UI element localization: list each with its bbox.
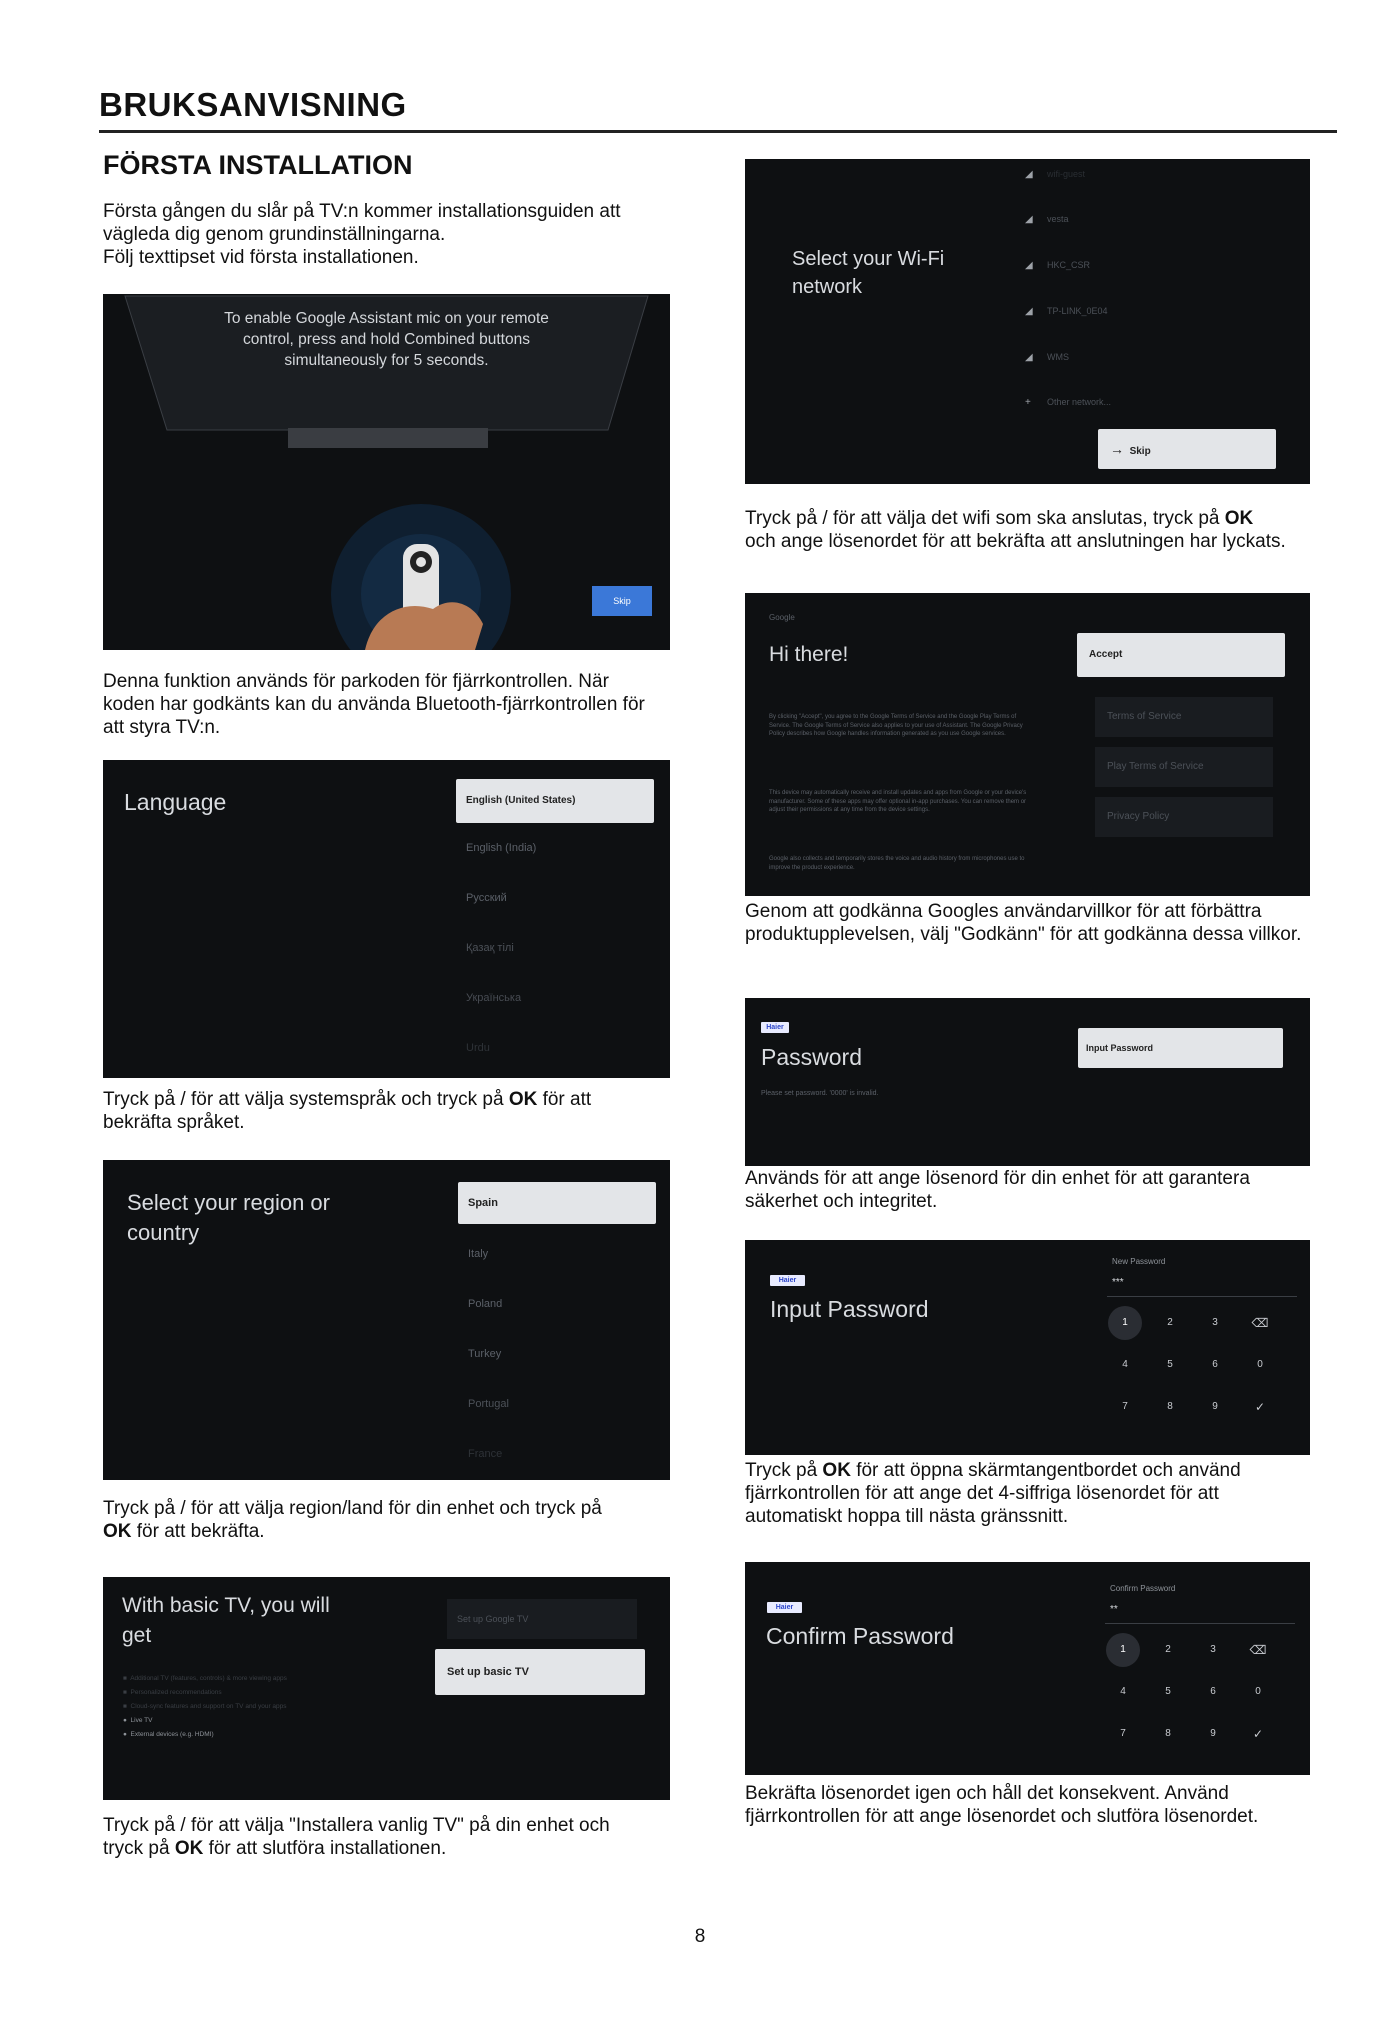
confirm-password-title: Confirm Password <box>766 1623 954 1649</box>
keypad-key[interactable]: 0 <box>1257 1359 1263 1370</box>
language-option[interactable]: Қазақ тілі <box>466 942 514 954</box>
keypad-key[interactable]: 2 <box>1165 1644 1171 1655</box>
region-title: Select your region or country <box>127 1190 330 1245</box>
confirm-password-caption: Bekräfta lösenordet igen och håll det konsekvent. Använd fjärrkontrollen för att ange lösenordet och slutföra lösenordet. <box>745 1783 1259 1827</box>
language-title: Language <box>124 789 227 815</box>
region-screen <box>103 1160 670 1480</box>
new-password-label: New Password <box>1112 1257 1166 1266</box>
region-option[interactable]: Italy <box>468 1248 489 1260</box>
language-option[interactable]: Русский <box>466 892 507 904</box>
region-option[interactable]: Poland <box>468 1298 503 1310</box>
terms-screen <box>745 593 1310 896</box>
confirm-password-screen <box>745 1562 1310 1775</box>
confirm-password-label: Confirm Password <box>1110 1584 1176 1593</box>
privacy-policy-link[interactable]: Privacy Policy <box>1095 797 1273 837</box>
new-password-value[interactable]: *** <box>1112 1277 1124 1288</box>
section-title: FÖRSTA INSTALLATION <box>103 150 413 180</box>
intro-line: Första gången du slår på TV:n kommer installationsguiden att <box>103 201 621 222</box>
input-password-caption: Tryck på OK för att öppna skärmtangentbordet och använd fjärrkontrollen för att ange det 4-siffriga lösenordet för att automatiskt hoppa till nästa gränssnitt. <box>745 1460 1241 1527</box>
bullet-item: ■ Personalized recommendations <box>123 1689 222 1696</box>
region-option[interactable]: Portugal <box>468 1398 509 1410</box>
keypad-key[interactable]: 5 <box>1167 1359 1173 1370</box>
keypad-key[interactable]: 0 <box>1255 1686 1261 1697</box>
tv-stand <box>288 428 488 448</box>
wifi-icon: ◢ <box>1025 352 1033 363</box>
keypad-key[interactable]: 2 <box>1167 1317 1173 1328</box>
region-option[interactable]: Turkey <box>468 1348 502 1360</box>
intro-text <box>103 200 683 269</box>
terms-paragraph: This device may automatically receive and install updates and apps from Google or your device's manufacturer. Some of these apps may offer optional in-app purchases. You can remove them or adjust their permissions at any time from the device settings. <box>769 790 1027 813</box>
google-brand: Google <box>769 613 795 622</box>
basic-tv-bullets <box>123 1672 287 1742</box>
wifi-icon: ◢ <box>1025 306 1033 317</box>
language-option[interactable]: Українська <box>466 992 522 1004</box>
checkmark-icon[interactable]: ✓ <box>1254 1400 1266 1414</box>
wifi-icon: ◢ <box>1025 214 1033 225</box>
wifi-screen <box>745 159 1310 484</box>
input-password-screen <box>745 1240 1310 1455</box>
bullet-item: ● Live TV <box>123 1717 153 1724</box>
intro-line: Följ texttipset vid första installationen. <box>103 247 419 268</box>
terms-title: Hi there! <box>769 643 849 666</box>
setup-google-tv-option[interactable]: Set up Google TV <box>447 1599 637 1639</box>
basic-tv-title: With basic TV, you will get <box>122 1594 330 1647</box>
wifi-network-item[interactable]: ◢ HKC_CSR <box>1025 260 1091 271</box>
assistant-caption: Denna funktion används för parkoden för fjärrkontrollen. När koden har godkänts kan du använda Bluetooth-fjärrkontrollen för att styra TV:n. <box>103 671 645 738</box>
page-number: 8 <box>694 1926 706 1947</box>
checkmark-icon[interactable]: ✓ <box>1252 1727 1264 1741</box>
terms-caption: Genom att godkänna Googles användarvillkor för att förbättra produktupplevelsen, välj "Godkänn" för att godkänna dessa villkor. <box>745 901 1302 945</box>
basic-tv-screen <box>103 1577 670 1800</box>
wifi-network-item[interactable]: ◢ vesta <box>1025 214 1069 225</box>
wifi-skip-button[interactable]: → Skip <box>1098 429 1276 469</box>
language-screen <box>103 760 670 1078</box>
password-caption: Används för att ange lösenord för din enhet för att garantera säkerhet och integritet. <box>745 1168 1250 1212</box>
keypad-key[interactable]: 3 <box>1212 1317 1218 1328</box>
language-option[interactable]: Urdu <box>466 1042 490 1054</box>
backspace-icon[interactable]: ⌫ <box>1251 1316 1269 1330</box>
keypad-key[interactable]: 3 <box>1210 1644 1216 1655</box>
backspace-icon[interactable]: ⌫ <box>1249 1643 1267 1657</box>
document-title: BRUKSANVISNING <box>99 86 407 123</box>
region-option[interactable]: France <box>468 1448 503 1460</box>
password-note: Please set password. '0000' is invalid. <box>761 1090 879 1097</box>
keypad-key[interactable]: 9 <box>1210 1728 1216 1739</box>
wifi-network-item[interactable]: ◢ TP-LINK_0E04 <box>1025 306 1108 317</box>
header-rule <box>99 130 1337 133</box>
keypad-key[interactable]: 5 <box>1165 1686 1171 1697</box>
wifi-network-item[interactable]: ◢ wifi-guest <box>1025 169 1086 180</box>
assistant-message: To enable Google Assistant mic on your remote control, press and hold Combined buttons simultaneously for 5 seconds. <box>224 310 549 369</box>
keypad-key[interactable]: 4 <box>1122 1359 1128 1370</box>
bullet-item: ● External devices (e.g. HDMI) <box>123 1731 214 1738</box>
keypad-key[interactable]: 7 <box>1122 1401 1128 1412</box>
wifi-caption: Tryck på / för att välja det wifi som ska anslutas, tryck på OK och ange lösenordet för att bekräfta att anslutningen har lyckats. <box>745 508 1286 552</box>
language-caption: Tryck på / för att välja systemspråk och tryck på OK för att bekräfta språket. <box>103 1089 592 1133</box>
intro-line: vägleda dig genom grundinställningarna. <box>103 224 446 245</box>
keypad-key[interactable]: 4 <box>1120 1686 1126 1697</box>
keypad-key[interactable]: 8 <box>1167 1401 1173 1412</box>
play-terms-link[interactable]: Play Terms of Service <box>1095 747 1273 787</box>
bullet-item: ■ Cloud-sync features and support on TV and your apps <box>123 1703 287 1710</box>
haier-logo: Haier <box>761 1022 789 1033</box>
keypad-key[interactable]: 6 <box>1212 1359 1218 1370</box>
keypad-key[interactable]: 9 <box>1212 1401 1218 1412</box>
input-password-field[interactable]: Input Password <box>1078 1028 1283 1068</box>
setup-basic-tv-option[interactable]: Set up basic TV <box>435 1649 645 1695</box>
keypad-key[interactable]: 8 <box>1165 1728 1171 1739</box>
other-network-item[interactable]: + Other network... <box>1025 397 1112 408</box>
bullet-item: ■ Additional TV (features, controls) & more viewing apps <box>123 1675 287 1682</box>
plus-icon: + <box>1025 397 1031 408</box>
basic-tv-caption: Tryck på / för att välja "Installera vanlig TV" på din enhet och tryck på OK för att slutföra installationen. <box>103 1815 610 1859</box>
wifi-icon: ◢ <box>1025 260 1033 271</box>
arrow-right-icon: → <box>1110 441 1124 457</box>
confirm-password-value[interactable]: ** <box>1110 1604 1118 1615</box>
terms-paragraph: By clicking "Accept", you agree to the Google Terms of Service and the Google Play Terms of Service. The Google Terms of Service also applies to your use of Assistant. The Google Privacy Policy describes how Google handles information generated as you use Google services. <box>769 714 1023 737</box>
input-password-title: Input Password <box>770 1296 929 1322</box>
terms-paragraph: Google also collects and temporarily stores the voice and audio history from microphones use to improve the product experience. <box>769 856 1025 871</box>
language-option[interactable]: English (India) <box>466 842 537 854</box>
language-option-selected[interactable]: English (United States) <box>456 779 654 823</box>
wifi-title: Select your Wi-Fi network <box>792 248 945 298</box>
wifi-network-item[interactable]: ◢ WMS <box>1025 352 1069 363</box>
region-caption: Tryck på / för att välja region/land för din enhet och tryck på OK för att bekräfta. <box>103 1498 602 1542</box>
region-option-selected[interactable]: Spain <box>458 1182 656 1224</box>
terms-of-service-link[interactable]: Terms of Service <box>1095 697 1273 737</box>
keypad-key[interactable]: 7 <box>1120 1728 1126 1739</box>
password-title: Password <box>761 1044 862 1070</box>
keypad-key[interactable]: 1 <box>1108 1306 1142 1340</box>
field-underline <box>1105 1623 1295 1624</box>
wifi-icon: ◢ <box>1025 169 1033 180</box>
assistant-screen <box>103 294 670 650</box>
keypad-key[interactable]: 6 <box>1210 1686 1216 1697</box>
password-screen <box>745 998 1310 1166</box>
keypad-key[interactable]: 1 <box>1106 1633 1140 1667</box>
field-underline <box>1107 1296 1297 1297</box>
haier-logo: Haier <box>770 1275 805 1286</box>
skip-button[interactable]: Skip <box>592 586 652 616</box>
accept-button[interactable]: Accept <box>1077 633 1285 677</box>
haier-logo: Haier <box>767 1602 802 1613</box>
